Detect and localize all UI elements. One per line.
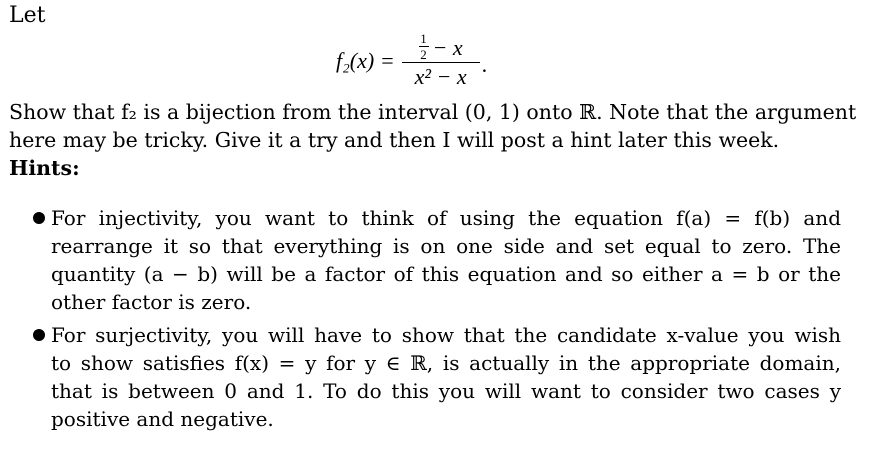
hint-1-line-2-text: rearrange it so that everything is on one side and set equal to zero. The — [51, 234, 841, 258]
display-equation — [336, 30, 487, 92]
hint-2-line-4: positive and negative. — [51, 407, 274, 431]
body-line-2: here may be tricky. Give it a try and then I will post a hint later this week. — [9, 128, 780, 152]
hint-2-line-3 — [51, 377, 841, 405]
equation-left-side: f₂(x) — [336, 48, 375, 73]
main-fraction-numerator — [419, 33, 463, 62]
hint-2-line-3-text: that is between 0 and 1. To do this you will want to consider two cases y — [51, 379, 841, 403]
hint-1-line-1 — [51, 204, 841, 232]
bullet-icon — [33, 212, 45, 224]
hint-1-line-3-text: quantity (a − b) will be a factor of this equation and so either a = b or the — [51, 262, 841, 286]
hint-1-line-2 — [51, 232, 841, 260]
hint-2-line-2-text: to show satisfies f(x) = y for y ∈ ℝ, is actually in the appropriate domain, — [51, 351, 841, 375]
hints-heading: Hints: — [9, 156, 80, 180]
hint-1-line-3 — [51, 260, 841, 288]
one-half-numerator: 1 — [420, 31, 427, 46]
one-half-denominator: 2 — [420, 47, 427, 62]
hint-2-line-1 — [51, 321, 841, 349]
hint-1-line-4: other factor is zero. — [51, 290, 252, 314]
numerator-expression: − x — [432, 34, 463, 60]
hint-2-line-2 — [51, 349, 841, 377]
hint-1-line-1-text: For injectivity, you want to think of using the equation f(a) = f(b) and — [51, 206, 841, 230]
intro-word: Let — [9, 3, 46, 28]
one-half-fraction — [419, 32, 429, 61]
hint-2-line-1-text: For surjectivity, you will have to show that the candidate x-value you wish — [51, 323, 841, 347]
main-fraction-denominator: x² − x — [414, 64, 467, 89]
body-line-1: Show that f₂ is a bijection from the interval (0, 1) onto ℝ. Note that the argument — [9, 100, 857, 124]
bullet-icon — [33, 329, 45, 341]
equation-period: . — [481, 52, 488, 77]
main-fraction — [402, 33, 480, 89]
equation-equals-sign: = — [381, 48, 394, 73]
